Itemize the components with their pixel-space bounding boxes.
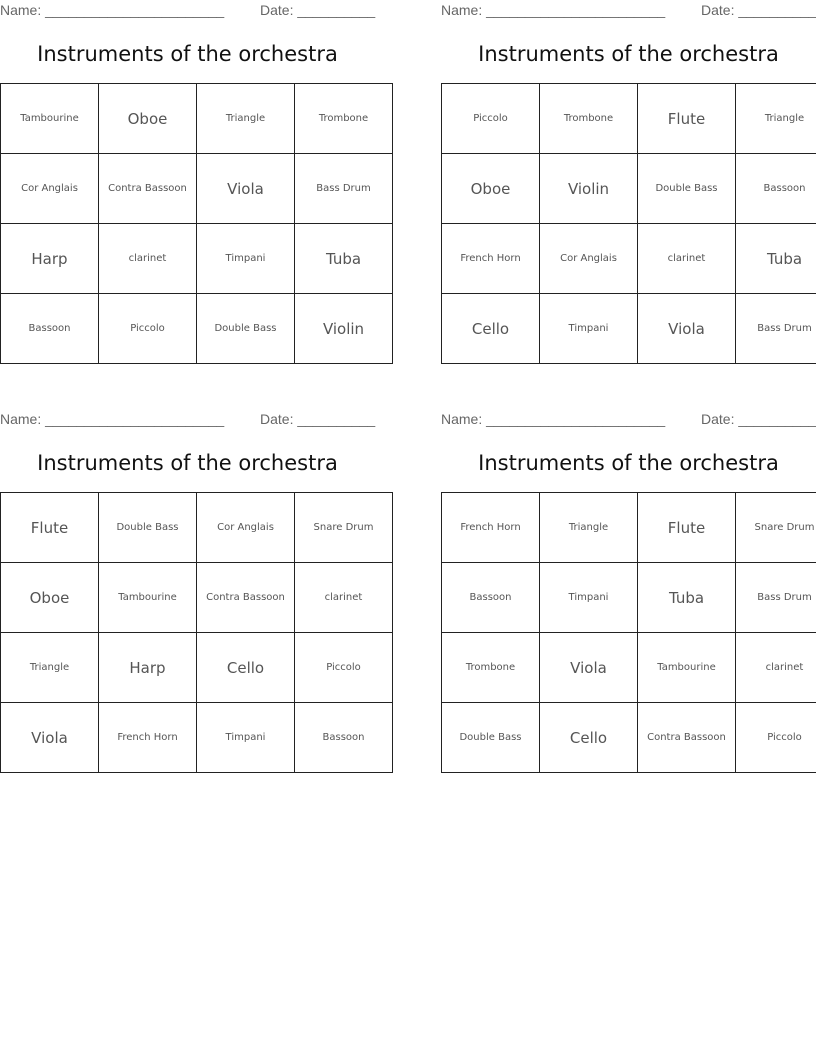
grid-cell: Viola [197, 154, 295, 224]
bingo-card-3 [0, 409, 375, 789]
grid-cell: Harp [99, 633, 197, 703]
grid-row [1, 224, 393, 294]
grid-row [1, 84, 393, 154]
grid-cell: Triangle [736, 84, 816, 154]
grid-cell: Tuba [295, 224, 393, 294]
card-title: Instruments of the orchestra [37, 451, 338, 475]
grid-row [442, 633, 816, 703]
bingo-grid [0, 492, 393, 773]
grid-cell: Snare Drum [736, 493, 816, 563]
grid-row [442, 84, 816, 154]
grid-cell: Timpani [197, 224, 295, 294]
grid-cell: Tambourine [99, 563, 197, 633]
grid-cell: Contra Bassoon [99, 154, 197, 224]
grid-row [1, 563, 393, 633]
grid-cell: Oboe [442, 154, 540, 224]
grid-cell: Cello [197, 633, 295, 703]
grid-cell: Bassoon [736, 154, 816, 224]
grid-row [1, 703, 393, 773]
name-date-line [441, 411, 816, 429]
grid-row [442, 224, 816, 294]
grid-cell: clarinet [295, 563, 393, 633]
bingo-card-2 [441, 0, 816, 380]
grid-cell: Harp [1, 224, 99, 294]
grid-row [1, 633, 393, 703]
bingo-grid [0, 83, 393, 364]
grid-cell: Cor Anglais [1, 154, 99, 224]
grid-cell: Viola [638, 294, 736, 364]
grid-cell: Oboe [99, 84, 197, 154]
grid-cell: French Horn [442, 224, 540, 294]
grid-cell: Piccolo [99, 294, 197, 364]
date-field[interactable]: Date: __________ [260, 2, 376, 18]
grid-row [1, 154, 393, 224]
name-field[interactable]: Name: _______________________ [0, 2, 225, 18]
grid-cell: Viola [540, 633, 638, 703]
grid-cell: Cello [540, 703, 638, 773]
grid-cell: French Horn [99, 703, 197, 773]
grid-cell: Double Bass [197, 294, 295, 364]
grid-cell: Violin [540, 154, 638, 224]
grid-cell: Triangle [197, 84, 295, 154]
grid-cell: Bassoon [295, 703, 393, 773]
name-field[interactable]: Name: _______________________ [441, 2, 666, 18]
bingo-card-1 [0, 0, 375, 380]
date-field[interactable]: Date: __________ [260, 411, 376, 427]
grid-cell: Tambourine [1, 84, 99, 154]
grid-cell: Bass Drum [736, 294, 816, 364]
grid-cell: French Horn [442, 493, 540, 563]
bingo-grid [441, 83, 816, 364]
grid-cell: Double Bass [99, 493, 197, 563]
grid-cell: Cello [442, 294, 540, 364]
name-field[interactable]: Name: _______________________ [0, 411, 225, 427]
name-date-line [441, 2, 816, 20]
bingo-card-4 [441, 409, 816, 789]
name-field[interactable]: Name: _______________________ [441, 411, 666, 427]
grid-cell: Flute [638, 493, 736, 563]
grid-cell: Snare Drum [295, 493, 393, 563]
grid-cell: Flute [638, 84, 736, 154]
grid-cell: Piccolo [295, 633, 393, 703]
grid-row [442, 493, 816, 563]
grid-cell: Trombone [442, 633, 540, 703]
grid-cell: Trombone [540, 84, 638, 154]
card-title: Instruments of the orchestra [478, 451, 779, 475]
grid-row [442, 154, 816, 224]
grid-cell: clarinet [99, 224, 197, 294]
grid-cell: Double Bass [638, 154, 736, 224]
grid-cell: Viola [1, 703, 99, 773]
grid-cell: clarinet [736, 633, 816, 703]
date-field[interactable]: Date: __________ [701, 2, 816, 18]
grid-cell: Trombone [295, 84, 393, 154]
grid-row [1, 294, 393, 364]
grid-cell: Violin [295, 294, 393, 364]
grid-cell: Bass Drum [295, 154, 393, 224]
grid-cell: Contra Bassoon [638, 703, 736, 773]
bingo-grid [441, 492, 816, 773]
grid-cell: Triangle [540, 493, 638, 563]
card-title: Instruments of the orchestra [478, 42, 779, 66]
card-title: Instruments of the orchestra [37, 42, 338, 66]
grid-cell: Flute [1, 493, 99, 563]
grid-cell: Triangle [1, 633, 99, 703]
grid-row [442, 703, 816, 773]
grid-cell: Tuba [638, 563, 736, 633]
date-field[interactable]: Date: __________ [701, 411, 816, 427]
grid-row [1, 493, 393, 563]
grid-cell: Timpani [197, 703, 295, 773]
grid-cell: Timpani [540, 294, 638, 364]
grid-cell: Cor Anglais [197, 493, 295, 563]
name-date-line [0, 2, 375, 20]
grid-cell: Tambourine [638, 633, 736, 703]
grid-cell: Oboe [1, 563, 99, 633]
grid-cell: Bassoon [1, 294, 99, 364]
grid-cell: Contra Bassoon [197, 563, 295, 633]
grid-cell: Cor Anglais [540, 224, 638, 294]
grid-cell: Piccolo [442, 84, 540, 154]
grid-cell: Bassoon [442, 563, 540, 633]
grid-row [442, 563, 816, 633]
grid-row [442, 294, 816, 364]
grid-cell: Timpani [540, 563, 638, 633]
grid-cell: Piccolo [736, 703, 816, 773]
grid-cell: Tuba [736, 224, 816, 294]
grid-cell: Bass Drum [736, 563, 816, 633]
name-date-line [0, 411, 375, 429]
grid-cell: clarinet [638, 224, 736, 294]
grid-cell: Double Bass [442, 703, 540, 773]
